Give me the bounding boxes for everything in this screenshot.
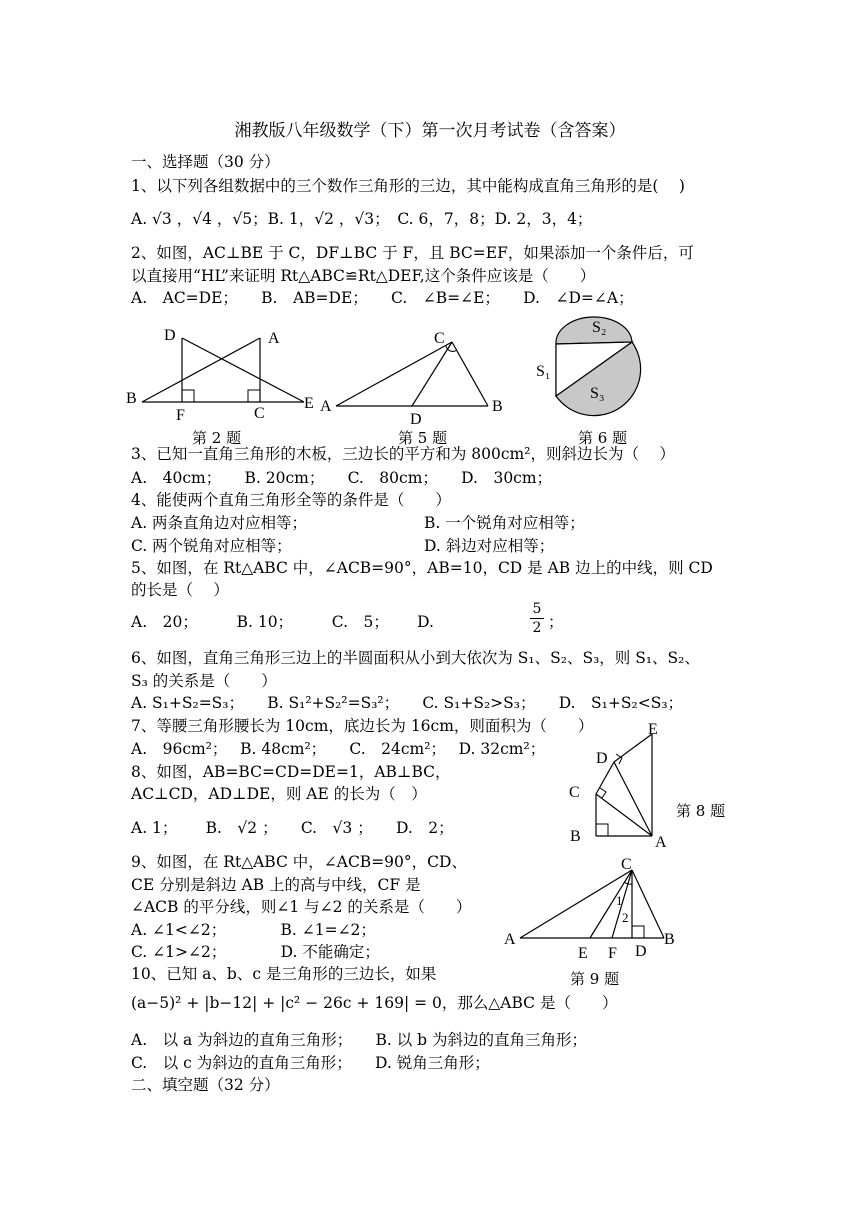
- figure-q8: [560, 720, 680, 852]
- question-9-options-ab: A. ∠1<∠2； B. ∠1=∠2；: [131, 921, 376, 939]
- figure-q6: [528, 306, 648, 422]
- question-2-options: A. AC=DE； B. AB=DE； C. ∠B=∠E； D. ∠D=∠A；: [131, 289, 634, 307]
- figure-q8-caption: 第 8 题: [676, 802, 726, 820]
- fig9-label-E: E: [578, 945, 588, 962]
- question-8-line-2: AC⊥CD，AD⊥DE，则 AE 的长为（ ）: [131, 785, 427, 803]
- question-9-line-1: 9、如图，在 Rt△ABC 中，∠ACB=90°，CD、: [131, 853, 467, 871]
- fig9-label-A: A: [504, 931, 516, 948]
- fig9-label-B: B: [664, 931, 675, 948]
- fig2-label-A: A: [268, 330, 280, 347]
- question-3: 3、已知一直角三角形的木板，三边长的平方和为 800cm²，则斜边长为（ ）: [131, 445, 675, 463]
- question-6-line-1: 6、如图，直角三角形三边上的半圆面积从小到大依次为 S₁、S₂、S₃，则 S₁、S₂、: [131, 649, 700, 667]
- question-6-options: A. S₁+S₂=S₃； B. S₁²+S₂²=S₃²； C. S₁+S₂>S₃； D. S₁+S₂<S₃；: [131, 694, 684, 712]
- fig9-label-C: C: [621, 856, 632, 873]
- question-3-options: A. 40cm； B. 20cm； C. 80cm； D. 30cm；: [131, 469, 553, 487]
- page-title: 湘教版八年级数学（下）第一次月考试卷（含答案）: [234, 121, 626, 141]
- question-10-options-ab: A. 以 a 为斜边的直角三角形； B. 以 b 为斜边的直角三角形；: [131, 1031, 587, 1049]
- figure-q9: [498, 852, 688, 964]
- figure-q5: [318, 326, 518, 426]
- question-7-options: A. 96cm²； B. 48cm²； C. 24cm²； D. 32cm²；: [131, 740, 546, 758]
- question-1: 1、以下列各组数据中的三个数作三角形的三边，其中能构成直角三角形的是( ): [131, 177, 685, 195]
- question-10-options-cd: C. 以 c 为斜边的直角三角形； D. 锐角三角形；: [131, 1054, 490, 1072]
- question-9-line-3: ∠ACB 的平分线，则∠1 与∠2 的关系是（ ）: [131, 898, 472, 916]
- question-4-option-d: D. 斜边对应相等；: [424, 537, 555, 555]
- fig9-label-angle-1: 1: [616, 893, 623, 908]
- fraction-numerator: 5: [530, 600, 544, 619]
- question-5-tail: ；: [548, 613, 564, 631]
- fig2-label-C: C: [254, 405, 265, 422]
- fig8-label-E: E: [648, 721, 658, 738]
- fig6-label-S3: S₃: [590, 385, 605, 402]
- question-4-option-c: C. 两个锐角对应相等；: [131, 537, 292, 555]
- fig5-label-B: B: [492, 398, 503, 415]
- fig9-label-D: D: [635, 943, 647, 960]
- fig8-label-D: D: [596, 750, 608, 767]
- question-9-options-cd: C. ∠1>∠2； D. 不能确定；: [131, 943, 380, 961]
- question-5-line-1: 5、如图，在 Rt△ABC 中，∠ACB=90°，AB=10，CD 是 AB 边上的中线，则 CD: [131, 559, 713, 577]
- question-2-line-2: 以直接用“HL”来证明 Rt△ABC≌Rt△DEF,这个条件应该是（ ）: [131, 267, 596, 285]
- fig5-label-C: C: [434, 330, 445, 347]
- fraction-denominator: 2: [532, 620, 542, 636]
- question-4-option-b: B. 一个锐角对应相等；: [424, 514, 585, 532]
- figure-q9-caption: 第 9 题: [570, 970, 620, 988]
- fig2-label-F: F: [176, 407, 185, 424]
- section-fill-heading: 二、填空题（32 分）: [131, 1076, 280, 1094]
- fig8-label-A: A: [655, 834, 667, 851]
- fig6-label-S2: S₂: [592, 319, 607, 336]
- question-8-line-1: 8、如图，AB=BC=CD=DE=1，AB⊥BC，: [131, 763, 451, 781]
- section-choice-heading: 一、选择题（30 分）: [131, 153, 280, 171]
- fig2-label-B: B: [126, 390, 137, 407]
- question-5-options: A. 20； B. 10； C. 5； D.: [131, 613, 434, 631]
- question-10-equation: (a−5)² + |b−12| + |c² − 26c + 169| = 0，那么△ABC 是（ ）: [131, 994, 618, 1012]
- question-9-line-2: CE 分别是斜边 AB 上的高与中线，CF 是: [131, 876, 421, 894]
- figure-q2-caption: 第 2 题: [192, 429, 242, 447]
- question-1-options: A. √3 ，√4 ，√5；B. 1，√2 ，√3； C. 6，7，8；D. 2，3，4；: [131, 210, 593, 228]
- fig2-label-D: D: [164, 327, 176, 344]
- fig8-label-B: B: [570, 828, 581, 845]
- question-5-fraction: [530, 600, 544, 637]
- question-6-line-2: S₃ 的关系是（ ）: [131, 672, 277, 690]
- fig9-label-angle-2: 2: [622, 910, 629, 925]
- question-2-line-1: 2、如图，AC⊥BE 于 C，DF⊥BC 于 F，且 BC=EF，如果添加一个条件后，可: [131, 244, 694, 262]
- fig5-label-D: D: [410, 411, 422, 428]
- fig9-label-F: F: [608, 945, 617, 962]
- fig2-label-E: E: [304, 395, 314, 412]
- figure-q2: [120, 318, 320, 424]
- figure-q6-caption: 第 6 题: [578, 429, 628, 447]
- fig6-label-S1: S₁: [536, 363, 551, 380]
- fig8-label-C: C: [569, 784, 580, 801]
- figure-q5-caption: 第 5 题: [398, 429, 448, 447]
- question-10-line-1: 10、已知 a、b、c 是三角形的三边长，如果: [131, 965, 437, 983]
- question-7: 7、等腰三角形腰长为 10cm，底边长为 16cm，则面积为（ ）: [131, 717, 594, 735]
- question-4-option-a: A. 两条直角边对应相等；: [131, 514, 308, 532]
- fig5-label-A: A: [320, 398, 332, 415]
- question-4: 4、能使两个直角三角形全等的条件是（ ）: [131, 491, 451, 509]
- question-8-options: A. 1； B. √2 ； C. √3 ； D. 2；: [131, 819, 454, 837]
- question-5-line-2: 的长是（ ）: [131, 581, 229, 599]
